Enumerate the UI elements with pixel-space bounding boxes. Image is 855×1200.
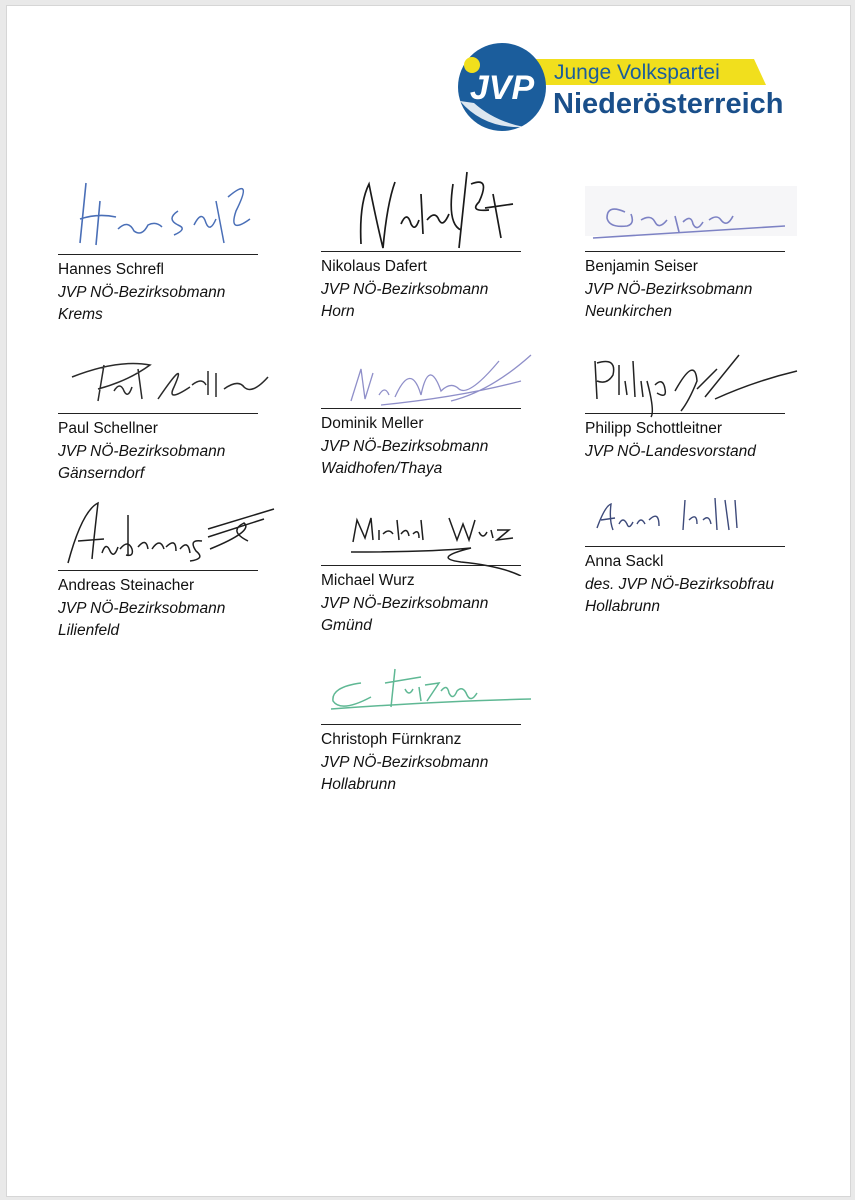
signatory-role: JVP NÖ-Bezirksobmann (58, 283, 226, 301)
signature-image (58, 351, 278, 411)
signatory-district: Krems (58, 306, 103, 323)
signatory-district: Horn (321, 303, 355, 320)
signatory-role: JVP NÖ-Landesvorstand (585, 442, 756, 460)
signatory-district: Lilienfeld (58, 622, 120, 639)
signatory-role: JVP NÖ-Bezirksobmann (321, 280, 489, 298)
logo-line1: Junge Volkspartei (554, 61, 720, 84)
signatory-name: Andreas Steinacher (58, 577, 195, 594)
signatory-name: Hannes Schrefl (58, 261, 164, 278)
signature-line (585, 413, 785, 414)
logo-badge-text: JVP (469, 69, 535, 107)
signatory-name: Dominik Meller (321, 415, 424, 432)
signature-line (585, 546, 785, 547)
logo-line2: Niederösterreich (553, 88, 784, 120)
signatory-role: des. JVP NÖ-Bezirksobfrau (585, 575, 774, 593)
signature-image (58, 171, 268, 251)
signatory-name: Benjamin Seiser (585, 258, 698, 275)
signatory-role: JVP NÖ-Bezirksobmann (58, 442, 226, 460)
jvp-logo-graphic (454, 41, 824, 133)
signature-image (321, 661, 541, 721)
signatory-role: JVP NÖ-Bezirksobmann (321, 594, 489, 612)
signatory-name: Christoph Fürnkranz (321, 731, 462, 748)
signatory-role: JVP NÖ-Bezirksobmann (321, 437, 489, 455)
signatory-name: Anna Sackl (585, 553, 664, 570)
signature-line (321, 408, 521, 409)
signatory-role: JVP NÖ-Bezirksobmann (321, 753, 489, 771)
signature-image (321, 351, 541, 411)
signature-line (321, 251, 521, 252)
signatory-district: Hollabrunn (321, 776, 396, 793)
signatory-name: Nikolaus Dafert (321, 258, 427, 275)
signatory-district: Gmünd (321, 617, 372, 634)
signatory-district: Gänserndorf (58, 465, 145, 482)
signatory-role: JVP NÖ-Bezirksobmann (58, 599, 226, 617)
signatory-name: Philipp Schottleitner (585, 420, 722, 437)
signatory-district: Hollabrunn (585, 598, 660, 615)
signature-line (58, 254, 258, 255)
signature-line (585, 251, 785, 252)
signatory-name: Michael Wurz (321, 572, 415, 589)
signature-line (321, 565, 521, 566)
signature-line (321, 724, 521, 725)
signature-image (585, 186, 805, 256)
signature-line (58, 570, 258, 571)
jvp-logo (454, 41, 824, 133)
signature-image (58, 501, 278, 571)
signature-image (585, 486, 805, 546)
signature-image (321, 164, 531, 254)
signatory-district: Neunkirchen (585, 303, 673, 320)
signature-image (585, 351, 805, 421)
document-page (6, 5, 851, 1197)
signatory-role: JVP NÖ-Bezirksobmann (585, 280, 753, 298)
signature-line (58, 413, 258, 414)
signatory-district: Waidhofen/Thaya (321, 460, 443, 477)
signatory-name: Paul Schellner (58, 420, 158, 437)
